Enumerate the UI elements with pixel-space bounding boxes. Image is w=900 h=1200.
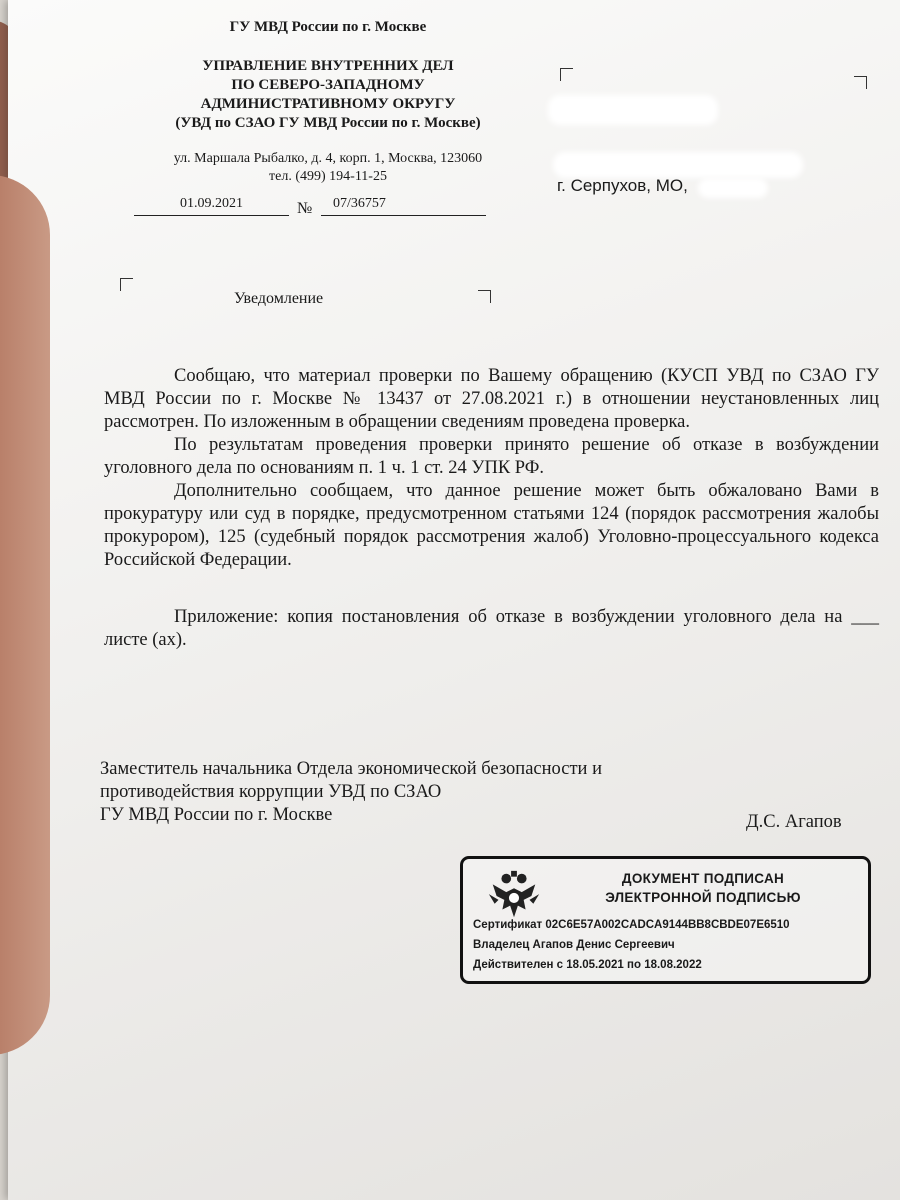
title-corner-left bbox=[120, 278, 133, 291]
redacted-recipient-street bbox=[698, 178, 768, 198]
department-short: (УВД по СЗАО ГУ МВД России по г. Москве) bbox=[175, 115, 481, 131]
date-number-line bbox=[134, 196, 486, 226]
recipient-city: г. Серпухов, МО, bbox=[557, 176, 688, 195]
position-line-3: ГУ МВД России по г. Москве bbox=[100, 805, 333, 825]
ministry-name: ГУ МВД России по г. Москве bbox=[229, 19, 427, 35]
recipient-corner-left bbox=[560, 68, 573, 81]
signatory-position bbox=[100, 758, 740, 827]
signatory-name: Д.С. Агапов bbox=[746, 812, 842, 832]
document-title: Уведомление bbox=[234, 290, 324, 307]
department-line-1: УПРАВЛЕНИЕ ВНУТРЕННИХ ДЕЛ bbox=[202, 58, 454, 74]
recipient-corner-right bbox=[854, 76, 867, 89]
address-block bbox=[118, 150, 538, 186]
date-field: 01.09.2021 bbox=[134, 196, 289, 216]
position-line-1: Заместитель начальника Отдела экономической безопасности и bbox=[100, 759, 602, 779]
redacted-recipient-name bbox=[548, 95, 718, 125]
attachment-note: Приложение: копия постановления об отказе в возбуждении уголовного дела на ___ листе (ах). bbox=[104, 607, 879, 650]
number-field: 07/36757 bbox=[321, 196, 486, 216]
paragraph-1: Сообщаю, что материал проверки по Вашему обращению (КУСП УВД по СЗАО ГУ МВД России по г. Москве № 13437 от 27.08.2021 г.) в отношении неустановленных лиц рассмотрен. По изложенным в обращении сведениям проведена проверка. bbox=[104, 366, 879, 432]
body-text bbox=[104, 365, 879, 652]
electronic-signature-stamp bbox=[460, 856, 871, 984]
stamp-validity: Действителен с 18.05.2021 по 18.08.2022 bbox=[473, 959, 702, 971]
double-headed-eagle-icon bbox=[485, 867, 543, 925]
phone: тел. (499) 194-11-25 bbox=[269, 169, 387, 184]
stamp-title-line-1: ДОКУМЕНТ ПОДПИСАН bbox=[621, 871, 785, 886]
stamp-certificate: Сертификат 02C6E57A002CADCA9144BB8CBDE07E6510 bbox=[473, 919, 790, 931]
stamp-owner: Владелец Агапов Денис Сергеевич bbox=[473, 939, 675, 951]
department-line-3: АДМИНИСТРАТИВНОМУ ОКРУГУ bbox=[200, 96, 456, 112]
department-block bbox=[128, 57, 528, 133]
position-line-2: противодействия коррупции УВД по СЗАО bbox=[100, 782, 442, 802]
document-page bbox=[8, 0, 900, 1200]
paragraph-2: По результатам проведения проверки принято решение об отказе в возбуждении уголовного дела по основаниям п. 1 ч. 1 ст. 24 УПК РФ. bbox=[104, 435, 879, 478]
stamp-title-line-2: ЭЛЕКТРОННОЙ ПОДПИСЬЮ bbox=[605, 890, 801, 905]
redacted-recipient-address bbox=[553, 152, 803, 178]
holding-thumb bbox=[0, 175, 50, 1055]
department-line-2: ПО СЕВЕРО-ЗАПАДНОМУ bbox=[231, 77, 425, 93]
number-label: № bbox=[297, 200, 313, 217]
paragraph-3: Дополнительно сообщаем, что данное решение может быть обжаловано Вами в прокуратуру или суд в порядке, предусмотренном статьями 124 (порядок рассмотрения жалобы прокурором), 125 (судебный порядок рассмотрения жалоб) Уголовно-процессуального кодекса Российской Федерации. bbox=[104, 481, 879, 570]
address: ул. Маршала Рыбалко, д. 4, корп. 1, Москва, 123060 bbox=[173, 151, 483, 166]
stamp-title bbox=[563, 869, 843, 907]
title-corner-right bbox=[478, 290, 491, 303]
